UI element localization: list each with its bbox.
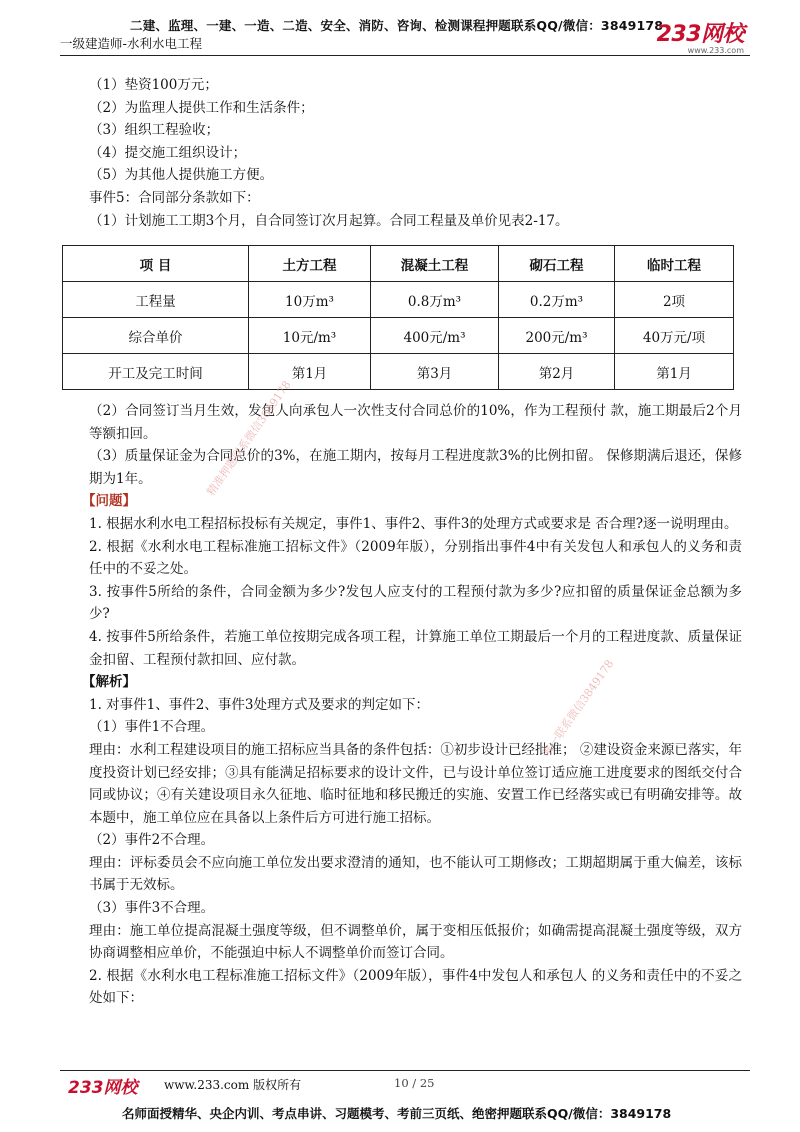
analysis-event2: （2）事件2不合理。: [89, 832, 215, 849]
page-number: 10 / 25: [394, 1076, 435, 1090]
page-footer: [60, 1068, 750, 1128]
table-header-cell: 项 目: [63, 246, 249, 282]
table-cell: 200元/m³: [499, 318, 615, 354]
header-subtitle: 一级建造师-水利水电工程: [60, 36, 203, 51]
table-row: [63, 318, 734, 354]
question-item: 4. 按事件5所给条件，若施工单位按期完成各项工程，计算施工单位工期最后一个月的工程进度款、质量保证金扣留、工程预付款扣回、应付款。: [89, 628, 742, 668]
table-cell: 0.8万m³: [371, 282, 499, 318]
table-cell: 第2月: [499, 354, 615, 390]
watermark: 唯一联系微信3849178: [539, 657, 617, 760]
list-item: （3）组织工程验收；: [89, 122, 220, 139]
event5-clause-1: （1）计划施工工期3个月，自合同签订次月起算。合同工程量及单价见表2-17。: [89, 212, 569, 229]
table-cell: 工程量: [63, 282, 249, 318]
footer-contact-line: 名师面授精华、央企内训、考点串讲、习题模考、考前三页纸、绝密押题联系QQ/微信：3849178: [122, 1106, 672, 1121]
table-header-cell: 临时工程: [615, 246, 734, 282]
table-cell: 400元/m³: [371, 318, 499, 354]
clause-3: （3）质量保证金为合同总价的3%，在施工期内，按每月工程进度款3%的比例扣留。 保修期满后退还，保修期为1年。: [89, 448, 742, 487]
analysis-intro: 1. 对事件1、事件2、事件3处理方式及要求的判定如下：: [89, 696, 429, 713]
upper-content: [62, 74, 742, 232]
table-cell: 0.2万m³: [499, 282, 615, 318]
table-header-cell: 混凝土工程: [371, 246, 499, 282]
table-row: [63, 354, 734, 390]
analysis-event1-reason: 理由：水利工程建设项目的施工招标应当具备的条件包括：①初步设计已经批准； ②建设资金来源已落实，年度投资计划已经安排；③具有能满足招标要求的设计文件，已与设计单位签订适应施工进度要求的图纸交付合同或协议；④有关建设项目永久征地、临时征地和移民搬迁的实施、安置工作已经落实或已有明确安排等。故本题中，施工单位应在具备以上条件后方可进行施工招标。: [89, 741, 742, 826]
clause-2: （2）合同签订当月生效，发包人向承包人一次性支付合同总价的10%，作为工程预付 款，施工期最后2个月等额扣回。: [89, 403, 742, 442]
table-header-row: [63, 246, 734, 282]
logo-url: www.233.com: [687, 46, 744, 55]
list-item: （5）为其他人提供施工方便。: [89, 167, 274, 184]
footer-logo: 233网校: [68, 1078, 138, 1098]
lower-content: [62, 400, 742, 1010]
question-item: 2. 根据《水利水电工程标准施工招标文件》（2009年版），分别指出事件4中有关发包人和承包人的义务和责任中的不妥之处。: [89, 538, 742, 578]
table-cell: 开工及完工时间: [63, 354, 249, 390]
footer-divider: [60, 1070, 750, 1071]
table-header-cell: 土方工程: [249, 246, 371, 282]
table-cell: 综合单价: [63, 318, 249, 354]
table-cell: 10万m³: [249, 282, 371, 318]
watermark: 精准押题联系微信3849178: [204, 378, 294, 499]
table-cell: 10元/m³: [249, 318, 371, 354]
analysis-point-2: 2. 根据《水利水电工程标准施工招标文件》（2009年版），事件4中发包人和承包人 的义务和责任中的不妥之处如下：: [89, 967, 742, 1007]
list-item: （4）提交施工组织设计；: [89, 144, 247, 161]
table-header-cell: 砌石工程: [499, 246, 615, 282]
table-cell: 40万元/项: [615, 318, 734, 354]
analysis-event3-reason: 理由：施工单位提高混凝土强度等级，但不调整单价，属于变相压低报价；如确需提高混凝土强度等级，双方协商调整相应单价，不能强迫中标人不调整单价而签订合同。: [89, 922, 742, 962]
table-cell: 第1月: [249, 354, 371, 390]
table-cell: 2项: [615, 282, 734, 318]
event5-intro: 事件5：合同部分条款如下：: [89, 189, 260, 206]
footer-copyright: www.233.com 版权所有: [164, 1078, 302, 1092]
table-cell: 第3月: [371, 354, 499, 390]
question-item: 3. 按事件5所给的条件，合同金额为多少?发包人应支付的工程预付款为多少?应扣留的质量保证金总额为多少?: [89, 583, 742, 623]
table-cell: 第1月: [615, 354, 734, 390]
question-heading: 【问题】: [82, 493, 136, 510]
list-item: （1）垫资100万元；: [89, 77, 218, 93]
analysis-event2-reason: 理由：评标委员会不应向施工单位发出要求澄清的通知，也不能认可工期修改；工期超期属于重大偏差，该标书属于无效标。: [89, 854, 742, 894]
logo-text: 233网校: [656, 22, 744, 47]
analysis-heading: 【解析】: [82, 674, 136, 691]
quantity-price-table: [62, 245, 734, 390]
analysis-event1: （1）事件1不合理。: [89, 719, 215, 736]
header-divider: [60, 55, 750, 56]
page-header: [60, 14, 750, 64]
brand-logo: [657, 24, 744, 55]
header-contact-line: 二建、监理、一建、一造、二造、安全、消防、咨询、检测课程押题联系QQ/微信：3849178: [130, 18, 664, 33]
analysis-event3: （3）事件3不合理。: [89, 900, 215, 917]
table-row: [63, 282, 734, 318]
question-item: 1. 根据水利水电工程招标投标有关规定，事件1、事件2、事件3的处理方式或要求是 否合理?逐一说明理由。: [89, 515, 738, 532]
list-item: （2）为监理人提供工作和生活条件；: [89, 99, 314, 116]
